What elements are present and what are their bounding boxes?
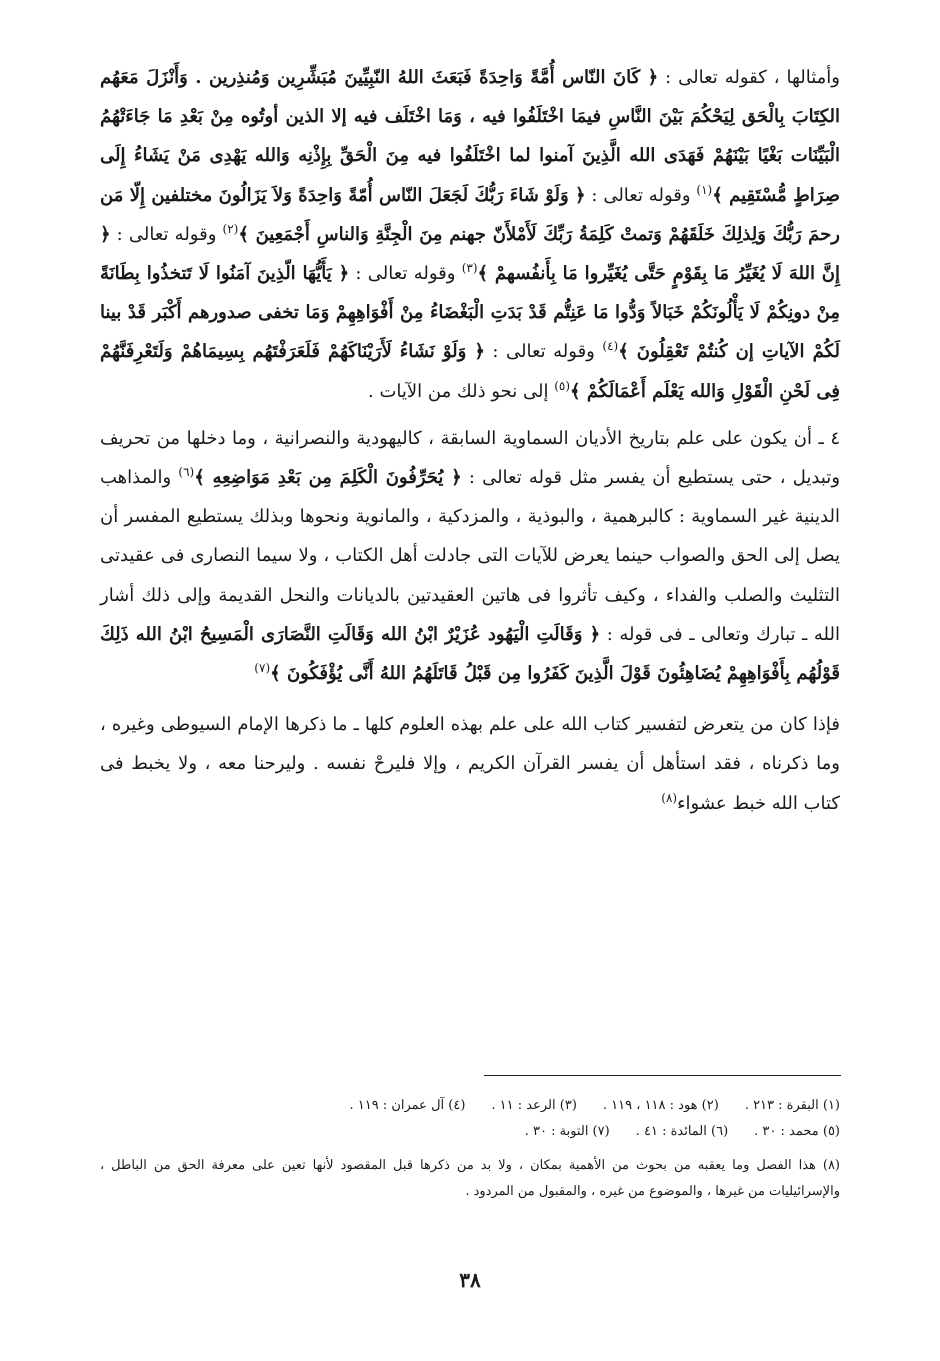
footnote-ref: (٢) bbox=[222, 221, 239, 236]
main-text bbox=[100, 58, 840, 823]
footnote-separator bbox=[484, 1075, 841, 1076]
body-text: والمذاهب الدينية غير السماوية : كالبرهمية ، والبوذية ، والمزدكية ، والمانوية ونحوها وبذلك يستطيع المفسر أن يصل إلى الحق والصواب حينما يعرض للآيات التى جادلت أهل الكتاب ، ولا سيما النصارى فى عقيدتى التثليث والصلب والفداء ، وكيف تأثروا فى هاتين العقيدتين بالديانات والنحل القديمة وإلى ذلك أشار الله ـ تبارك وتعالى ـ فى قوله : bbox=[100, 467, 840, 645]
footnote-ref: (٨) bbox=[661, 790, 678, 805]
footnote-8: (٨) هذا الفصل وما يعقبه من بحوث من الأهمية بمكان ، ولا بد من ذكرها قبل المقصود لأنها تعين على معرفة الحق من الباطل ، والإسرائيليات من غيرها ، والموضوع من غيره ، والمقبول من المردود . bbox=[100, 1158, 840, 1199]
paragraph-qualifications-verses bbox=[100, 58, 840, 411]
footnote-ref: (٧) bbox=[254, 661, 271, 676]
body-text: وقوله تعالى : bbox=[484, 341, 603, 363]
body-text: وقوله تعالى : bbox=[110, 223, 223, 245]
page-number: ٣٨ bbox=[459, 1268, 481, 1292]
body-text: وقوله تعالى : bbox=[349, 263, 462, 285]
quran-verse: ﴿ وَقَالَتِ الْيَهُود عُزَيْرٌ ابْنُ الله وَقَالَتِ النَّصَارَى الْمَسِيحُ ابْنُ الله ذَلِكَ قَوْلُهُم بِأَفْوَاهِهِمْ يُضَاهِئُونَ قَوْلَ الَّذِينَ كَفَرُوا مِن قَبْلُ قَاتَلَهُمُ اللهُ أَنَّى يُؤْفَكُونَ ﴾ bbox=[100, 623, 840, 685]
footnotes bbox=[100, 1093, 840, 1205]
paragraph-conclusion bbox=[100, 705, 840, 823]
quran-verse: ﴿ وَلَوْ شَاءَ رَبُّكَ لَجَعَلَ النّاس أُمّةً وَاحِدَةً وَلاَ يَزَالُونَ مختلفين إِلّا مَن رحمَ رَبُّكَ وَلِذلِكَ خَلَقَهُمْ وَتمتْ كَلِمَةُ رَبِّكَ لَأَمْلأَنّ جهنم مِنَ الْجِنَّةِ وَالناسِ أَجْمَعِينَ ﴾ bbox=[100, 184, 840, 245]
footnote-2: (٢) هود : ١١٨ ، ١١٩ . bbox=[602, 1098, 719, 1113]
footnote-6: (٦) المائدة : ٤١ . bbox=[635, 1124, 729, 1139]
body-text: وأمثالها ، كقوله تعالى : bbox=[658, 67, 840, 88]
footnote-ref: (٥) bbox=[554, 378, 571, 393]
body-text: وقوله تعالى : bbox=[585, 184, 697, 206]
body-text: فإذا كان من يتعرض لتفسير كتاب الله على علم بهذه العلوم كلها ـ ما ذكرها الإمام السيوطى وغيره ، وما ذكرناه ، فقد استأهل أن يفسر القرآن الكريم ، وإلا فليرحْ نفسه . وليرحنا معه ، ولا يخبط فى كتاب الله خبط عشواء bbox=[100, 714, 840, 814]
body-text: إلى نحو ذلك من الآيات . bbox=[368, 380, 555, 402]
footnote-1: (١) البقرة : ٢١٣ . bbox=[744, 1098, 840, 1113]
footnote-ref: (٤) bbox=[602, 339, 619, 354]
footnote-ref: (٣) bbox=[461, 261, 478, 276]
quran-verse: ﴿ وَلَوْ نَشَاءُ لَأَرَيْنَاكَهُمْ فَلَعَرَفْتَهُم بِسِيمَاهُمْ وَلَتَعْرِفَنَّهُمْ فِى لَحْنِ الْقَوْلِ وَالله يَعْلَم أَعْمَالَكُمْ ﴾ bbox=[100, 341, 840, 402]
footnote-ref: (٦) bbox=[178, 465, 195, 480]
footnote-row-1 bbox=[100, 1093, 840, 1119]
footnote-row-2 bbox=[100, 1119, 840, 1145]
footnote-4: (٤) آل عمران : ١١٩ . bbox=[349, 1098, 466, 1113]
footnote-ref: (١) bbox=[696, 182, 713, 197]
quran-verse: ﴿ يَأَيُّهَا الّذِينَ آمَنُوا لَا تَتخذُوا بِطَانَةً مِنْ دونِكُمْ لَا يَأْلُونَكُمْ خَبَالاً وَدُّوا مَا عَنِتُّم قَدْ بَدَتِ الْبَغْضَاءُ مِنْ أَفْوَاهِهِمْ وَمَا تخفى صدورهم أَكْبَر قَدْ بينا لَكُمْ الآياتِ إن كُنتُمْ تَعْقِلُونَ ﴾ bbox=[100, 263, 840, 363]
footnote-3: (٣) الرعد : ١١ . bbox=[491, 1098, 577, 1113]
body-text: ٤ ـ أن يكون على علم بتاريخ الأديان السماوية السابقة ، كاليهودية والنصرانية ، وما دخلها من تحريف وتبديل ، حتى يستطيع أن يفسر مثل قوله تعالى : bbox=[100, 427, 841, 489]
paragraph-history-of-religions bbox=[100, 419, 840, 693]
footnote-7: (٧) التوبة : ٣٠ . bbox=[524, 1124, 610, 1139]
quran-verse: ﴿ كَانَ النّاس أُمَّةً وَاحِدَةً فَبَعَثَ اللهُ النّبِيِّينَ مُبَشِّرِين وَمُنذِرين . وَأَنْزَلَ مَعَهُم الكِتَابَ بِالْحَق لِيَحْكُمَ بَيْنَ النَّاسِ فيمَا اخْتَلَفُوا فيه ، وَمَا اخْتَلَف فيه إلا الذين أوتُوه مِنْ بَعْدِ مَا جَاءَتْهُمُ الْبَيِّنَات بَغْيًا بَيْنَهُمْ فَهَدَى الله الَّذِينَ آمنوا لما اخْتَلَفُوا فيه مِنَ الْحَقِّ بِإِذْنِه وَالله يَهْدِى مَنْ يَشَاءُ إِلَى صِرَاطٍ مُّسْتَقِيم ﴾ bbox=[100, 67, 841, 206]
footnote-5: (٥) محمد : ٣٠ . bbox=[754, 1124, 840, 1139]
quran-verse: ﴿ يُحَرِّفُونَ الْكَلِمَ مِن بَعْدِ مَوَاضِعِهِ ﴾ bbox=[194, 467, 462, 489]
quran-verse: ﴿ إِنَّ اللهَ لَا يُغَيِّرُ مَا بِقَوْمٍ حَتَّى يُغَيِّروا مَا بِأَنفُسهمْ ﴾ bbox=[100, 223, 840, 285]
